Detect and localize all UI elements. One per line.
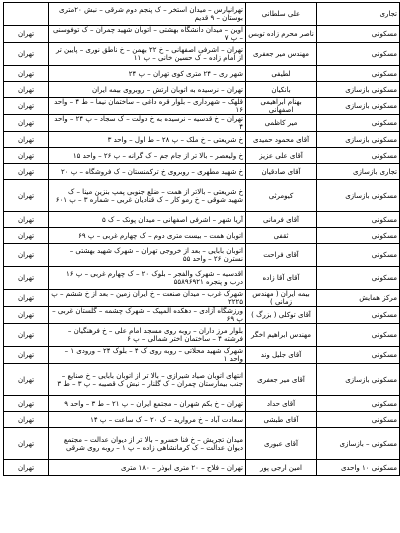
- client-name-cell: بیمه ایران ( مهندس زمانی ): [246, 290, 317, 307]
- address-cell: سعادت آباد – خ مروارید – ک ۲۰ – ک ساعت – پ ۱۴: [49, 412, 246, 428]
- contracts-table-body: [4, 3, 400, 476]
- client-name-cell: بهنام ابراهیمی اصفهانی: [246, 98, 317, 115]
- project-type-cell: مسکونی بازسازی: [317, 364, 400, 396]
- city-cell: تهران: [4, 164, 49, 180]
- client-name-cell: ناصر محرم زاده توبس: [246, 26, 317, 43]
- project-type-cell: مسکونی: [317, 307, 400, 324]
- client-name-cell: ثقفی: [246, 228, 317, 244]
- table-row: [4, 82, 400, 98]
- city-cell: تهران: [4, 148, 49, 164]
- project-type-cell: مسکونی: [317, 244, 400, 267]
- city-cell: تهران: [4, 132, 49, 148]
- client-name-cell: علی سلطانی: [246, 3, 317, 26]
- client-name-cell: آقای میر جعفری: [246, 364, 317, 396]
- client-name-cell: آقای علی عزیز: [246, 148, 317, 164]
- project-type-cell: مسکونی بازسازی: [317, 82, 400, 98]
- address-cell: اتوبان بابایی – بعد از خروجی تهران – شهرک شهید بهشتی – نسترن ۲۶ – واحد ۵۵: [49, 244, 246, 267]
- city-cell: تهران: [4, 228, 49, 244]
- address-cell: میدان تجریش – خ فنا خسرو – بالا تر از دیوان عدالت – مجتمع دیوان عدالت – ک کرمانشاهی زاده – پ ۱ – روبه روی شرقی: [49, 428, 246, 460]
- city-cell: تهران: [4, 364, 49, 396]
- city-cell: تهران: [4, 396, 49, 412]
- project-type-cell: تجاری بازسازی: [317, 164, 400, 180]
- table-row: [4, 267, 400, 290]
- project-type-cell: مسکونی: [317, 148, 400, 164]
- city-cell: تهران: [4, 115, 49, 132]
- address-cell: آریا شهر – اشرفی اصفهانی – میدان پونک – ک ۵: [49, 212, 246, 228]
- table-row: [4, 212, 400, 228]
- address-cell: تهران – فلاح – ۲۰ متری ابوذر – ۱۸۰ متری: [49, 460, 246, 476]
- client-name-cell: آقای توکلی ( بزرگ ): [246, 307, 317, 324]
- table-row: [4, 396, 400, 412]
- city-cell: تهران: [4, 66, 49, 82]
- client-name-cell: آقای طبشی: [246, 412, 317, 428]
- client-name-cell: میر کاظمی: [246, 115, 317, 132]
- city-cell: تهران: [4, 180, 49, 212]
- city-cell: تهران: [4, 244, 49, 267]
- project-type-cell: مسکونی: [317, 267, 400, 290]
- table-row: [4, 148, 400, 164]
- table-row: [4, 364, 400, 396]
- city-cell: تهران: [4, 82, 49, 98]
- city-cell: تهران: [4, 307, 49, 324]
- address-cell: اوین – میدان دانشگاه بهشتی – اتوبان شهید چمران – ک توفوسنی – پ ۷: [49, 26, 246, 43]
- table-row: [4, 3, 400, 26]
- address-cell: تهران – خ بکم شهران – مجتمع ایران – پ ۲۱ – ط ۳ – واحد ۹: [49, 396, 246, 412]
- project-type-cell: مسکونی – بازسازی: [317, 428, 400, 460]
- address-cell: شهرک شهید محلاتی – روبه روی ک ۴ – بلوک ۲۴ – ورودی ۱ – واحد ۱: [49, 347, 246, 364]
- project-type-cell: مسکونی بازسازی: [317, 180, 400, 212]
- address-cell: تهران – نرسیده به اتوبان ارتش – روبروی بیمه ایران: [49, 82, 246, 98]
- address-cell: قلهک – شهرداری – بلوار قره داغی – ساختمان نیما – ط ۴ – واحد ۱۶: [49, 98, 246, 115]
- table-row: [4, 460, 400, 476]
- client-name-cell: کیومرثی: [246, 180, 317, 212]
- city-cell: تهران: [4, 43, 49, 66]
- table-row: [4, 347, 400, 364]
- address-cell: خ شهید مطهری – روبروی خ ترکمنستان – ک فروشگاه – پ ۲۰: [49, 164, 246, 180]
- table-row: [4, 43, 400, 66]
- table-row: [4, 228, 400, 244]
- table-row: [4, 115, 400, 132]
- address-cell: اتوبان همت – بیست متری دوم – ک چهارم غربی – پ ۶۹: [49, 228, 246, 244]
- table-row: [4, 324, 400, 347]
- project-type-cell: مسکونی بازسازی: [317, 132, 400, 148]
- table-row: [4, 66, 400, 82]
- project-type-cell: مسکونی: [317, 43, 400, 66]
- city-cell: تهران: [4, 428, 49, 460]
- table-row: [4, 307, 400, 324]
- city-cell: تهران: [4, 26, 49, 43]
- project-type-cell: مسکونی: [317, 396, 400, 412]
- project-type-cell: مسکونی: [317, 26, 400, 43]
- project-type-cell: مسکونی ۱۰ واحدی: [317, 460, 400, 476]
- city-cell: تهران: [4, 98, 49, 115]
- project-type-cell: مسکونی: [317, 228, 400, 244]
- address-cell: تهرانپارس – میدان استخر – ک پنجم دوم شرقی – نبش ۲۰متری بوستان – ۹ قدیم: [49, 3, 246, 26]
- city-cell: تهران: [4, 267, 49, 290]
- city-cell: تهران: [4, 324, 49, 347]
- city-cell: تهران: [4, 412, 49, 428]
- client-name-cell: مهندس ابراهیم اخگر: [246, 324, 317, 347]
- city-cell: تهران: [4, 290, 49, 307]
- project-type-cell: مسکونی: [317, 412, 400, 428]
- address-cell: بلوار مرز داران – روبه روی مسجد امام علی – خ فرهنگیان – فرشته ۴ – ساختمان اختر شمالی – پ ۶: [49, 324, 246, 347]
- table-row: [4, 290, 400, 307]
- address-cell: اقدسیه – شهرک والفجر – بلوک ۲۰ – ک چهارم غربی – پ ۱۶ درب و پنجره ۵۵۸۹۶۹۲۱: [49, 267, 246, 290]
- address-cell: تهران – اشرفی اصفهانی – خ ۲۲ بهمن – خ ناطق نوری – پایین تر از امام زاده – ک حسین خانی – پ ۱۱: [49, 43, 246, 66]
- client-name-cell: مهندس میر جعفری: [246, 43, 317, 66]
- address-cell: ورزشگاه آزادی – دهکده المپیک – شهرک چشمه – گلستان غربی – پ ۶۹: [49, 307, 246, 324]
- client-name-cell: آقای جلیل وند: [246, 347, 317, 364]
- table-row: [4, 164, 400, 180]
- client-name-cell: آقای آقا زاده: [246, 267, 317, 290]
- project-type-cell: مرکز همایش: [317, 290, 400, 307]
- address-cell: شهر ری – ۲۴ متری کوی تهران – پ ۲۴: [49, 66, 246, 82]
- client-name-cell: آقای محمود حمیدی: [246, 132, 317, 148]
- client-name-cell: آقای فراحت: [246, 244, 317, 267]
- contracts-table: [3, 2, 400, 476]
- table-row: [4, 98, 400, 115]
- project-type-cell: مسکونی: [317, 347, 400, 364]
- project-type-cell: مسکونی: [317, 115, 400, 132]
- client-name-cell: آقای صادقیان: [246, 164, 317, 180]
- address-cell: خ شریعتی – خ ملک – پ ۲۸ – ط اول – واحد ۳: [49, 132, 246, 148]
- table-row: [4, 412, 400, 428]
- client-name-cell: آقای حداد: [246, 396, 317, 412]
- project-type-cell: مسکونی بازسازی: [317, 98, 400, 115]
- client-name-cell: امین ارجی پور: [246, 460, 317, 476]
- project-type-cell: تجاری: [317, 3, 400, 26]
- city-cell: تهران: [4, 347, 49, 364]
- project-type-cell: مسکونی: [317, 212, 400, 228]
- client-name-cell: آقای عبوری: [246, 428, 317, 460]
- address-cell: خ ولیعصر – بالا تر از جام جم – ک گرانه – پ ۲۶ – واحد ۱۵: [49, 148, 246, 164]
- city-cell: تهران: [4, 212, 49, 228]
- project-type-cell: مسکونی: [317, 324, 400, 347]
- client-name-cell: آقای فرمانی: [246, 212, 317, 228]
- address-cell: تهران – خ قدسیه – نرسیده به خ دولت – ک سجاد – پ ۲۴ – واحد ۴: [49, 115, 246, 132]
- address-cell: خ شریعتی – بالاتر از همت – ضلع جنوبی پمپ بنزین مینا – ک شهید شوقی – خ رمو کار – ک قنادیان غربی – شماره ۳ – پ ۶۰۱: [49, 180, 246, 212]
- city-cell: [4, 3, 49, 26]
- city-cell: تهران: [4, 460, 49, 476]
- table-row: [4, 180, 400, 212]
- table-row: [4, 428, 400, 460]
- table-row: [4, 132, 400, 148]
- table-row: [4, 26, 400, 43]
- client-name-cell: لطیفی: [246, 66, 317, 82]
- address-cell: انتهای اتوبان صیاد شیرازی – بالا تر از اتوبان بابایی – خ صنایع – جنب بیمارستان چمران – ک گلنار – نبش ک قصیبه – پ ۳ – ط ۳: [49, 364, 246, 396]
- table-row: [4, 244, 400, 267]
- address-cell: شهرک غرب – میدان صنعت – خ ایران زمین – بعد از خ ششم – پ ۲۲۲۵: [49, 290, 246, 307]
- project-type-cell: مسکونی: [317, 66, 400, 82]
- client-name-cell: بانکیان: [246, 82, 317, 98]
